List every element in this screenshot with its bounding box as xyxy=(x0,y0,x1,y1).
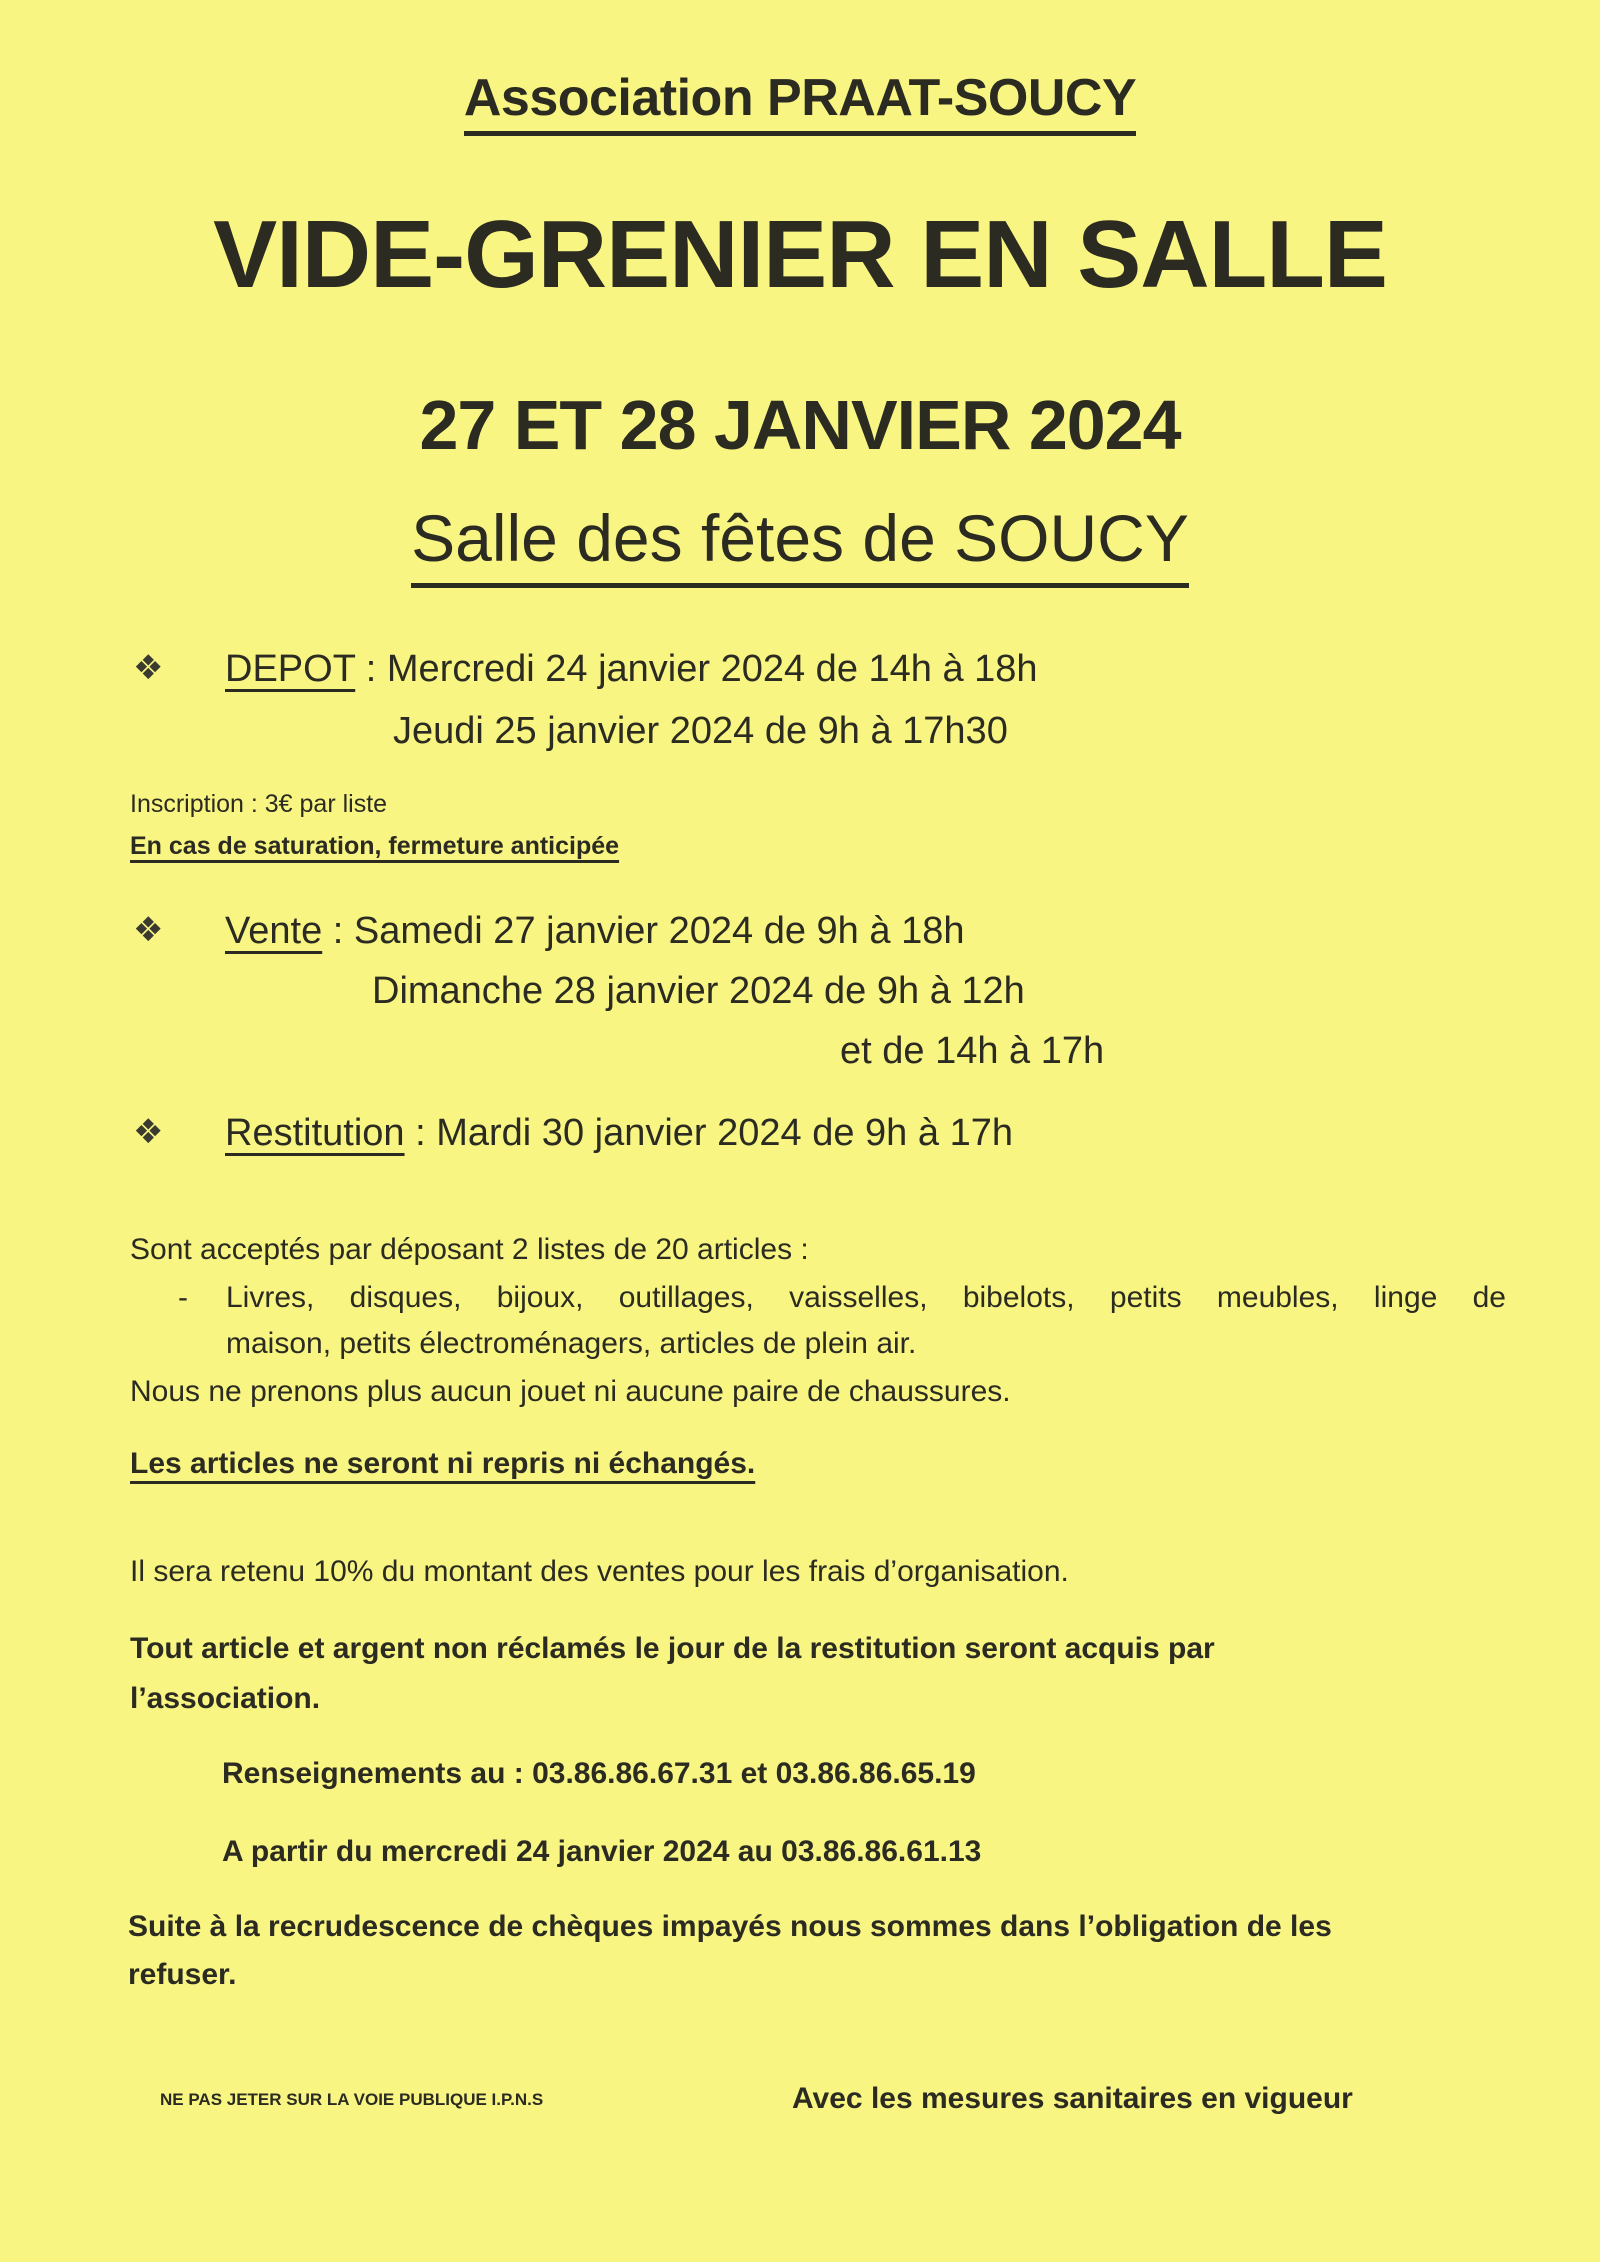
vente-line3: et de 14h à 17h xyxy=(840,1030,1105,1072)
list-dash: - xyxy=(178,1281,188,1314)
vente-sep: : xyxy=(322,910,354,952)
inscription-fee: Inscription : 3€ par liste xyxy=(130,790,388,818)
cheques-notice-line1: Suite à la recrudescence de chèques impayés nous sommes dans l’obligation de les xyxy=(128,1910,1332,1943)
accepted-intro: Sont acceptés par déposant 2 listes de 20 articles : xyxy=(130,1233,809,1266)
footer-sanitary: Avec les mesures sanitaires en vigueur xyxy=(792,2082,1353,2115)
restitution-label: Restitution xyxy=(225,1112,405,1154)
unclaimed-line2: l’association. xyxy=(130,1682,321,1715)
no-return-notice: Les articles ne seront ni repris ni échangés. xyxy=(130,1447,756,1480)
association-name xyxy=(0,68,1600,128)
restitution-line1: Mardi 30 janvier 2024 de 9h à 17h xyxy=(436,1112,1013,1154)
restitution-sep: : xyxy=(404,1112,437,1154)
depot-line2: Jeudi 25 janvier 2024 de 9h à 17h30 xyxy=(393,710,1008,752)
association-name-text: Association PRAAT-SOUCY xyxy=(464,69,1136,136)
commission-notice: Il sera retenu 10% du montant des ventes pour les frais d’organisation. xyxy=(130,1555,1069,1588)
vente-label: Vente xyxy=(225,910,323,952)
vente-line1: Samedi 27 janvier 2024 de 9h à 18h xyxy=(353,910,965,952)
accepted-items-line1: Livres, disques, bijoux, outillages, vaisselles, bibelots, petits meubles, linge de xyxy=(226,1281,1506,1314)
vente-line2: Dimanche 28 janvier 2024 de 9h à 12h xyxy=(372,970,1025,1012)
diamond-bullet-icon: ❖ xyxy=(133,911,164,949)
accepted-items-line2: maison, petits électroménagers, articles de plein air. xyxy=(226,1327,917,1360)
vente-row xyxy=(225,910,964,953)
depot-line1: Mercredi 24 janvier 2024 de 14h à 18h xyxy=(386,648,1038,690)
event-title: VIDE-GRENIER EN SALLE xyxy=(213,201,1387,308)
event-venue-text: Salle des fêtes de SOUCY xyxy=(411,501,1189,588)
event-dates: 27 ET 28 JANVIER 2024 xyxy=(419,386,1181,464)
contact-info: Renseignements au : 03.86.86.67.31 et 03.86.86.65.19 xyxy=(222,1757,976,1790)
unclaimed-line1: Tout article et argent non réclamés le jour de la restitution seront acquis par xyxy=(130,1632,1215,1665)
diamond-bullet-icon: ❖ xyxy=(133,649,164,687)
contact-from-date: A partir du mercredi 24 janvier 2024 au 03.86.86.61.13 xyxy=(222,1835,982,1868)
restitution-row xyxy=(225,1112,1013,1155)
event-venue xyxy=(0,500,1600,576)
not-accepted-notice: Nous ne prenons plus aucun jouet ni aucune paire de chaussures. xyxy=(130,1375,1011,1408)
diamond-bullet-icon: ❖ xyxy=(133,1113,164,1151)
depot-label: DEPOT xyxy=(225,648,356,690)
depot-row xyxy=(225,648,1038,691)
depot-sep: : xyxy=(355,648,387,690)
footer-ipns: NE PAS JETER SUR LA VOIE PUBLIQUE I.P.N.S xyxy=(160,2090,544,2109)
saturation-notice: En cas de saturation, fermeture anticipée xyxy=(130,832,620,860)
cheques-notice-line2: refuser. xyxy=(128,1958,237,1991)
